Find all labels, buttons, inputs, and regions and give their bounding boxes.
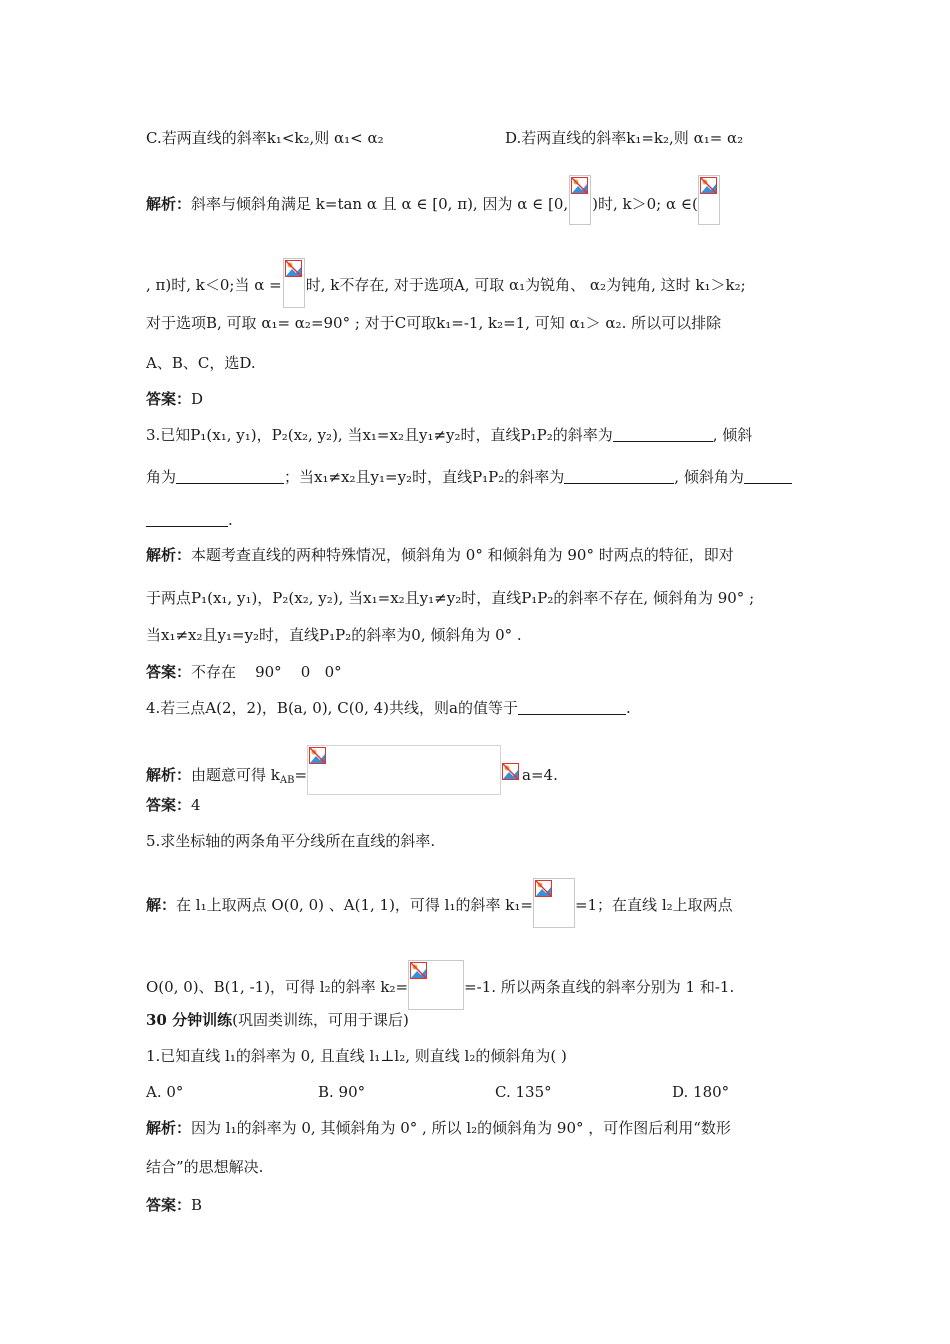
answer-blank[interactable] [744, 469, 792, 484]
s1-option-c: C. 135° [495, 1083, 552, 1101]
slope-subscript: AB [279, 775, 295, 786]
q5-jie-text: =-1. 所以两条直线的斜率分别为 1 和-1. [464, 978, 735, 996]
s1-answer [146, 1195, 202, 1215]
q4-stem [146, 698, 631, 718]
broken-image-icon [571, 177, 588, 194]
q3-answer [146, 662, 342, 682]
broken-image-icon [535, 880, 552, 897]
q2-jiexi-line-1 [146, 175, 720, 225]
answer-blank[interactable] [146, 512, 228, 527]
q4-jiexi-text: 由题意可得 k [191, 766, 280, 784]
q3-stem-line-1 [146, 425, 752, 445]
broken-image-icon [502, 763, 519, 780]
q2-jiexi-text: )时, k＞0; α ∈( [592, 195, 698, 213]
jiexi-label: 解析： [146, 1119, 192, 1137]
q5-jie-text: O(0, 0)、B(1, -1)，可得 l₂的斜率 k₂= [146, 978, 409, 996]
broken-image-icon [410, 962, 427, 979]
answer-value: D [191, 390, 204, 408]
jiexi-label: 解析： [146, 766, 192, 784]
q2-jiexi-text: , π)时, k＜0;当 α = [146, 276, 282, 294]
q3-jiexi-line-1 [146, 545, 734, 565]
answer-label: 答案： [146, 663, 192, 681]
answer-value: 不存在 90° 0 0° [191, 663, 342, 681]
q4-answer [146, 795, 201, 815]
q2-option-d: D.若两直线的斜率k₁=k₂,则 α₁= α₂ [505, 129, 744, 147]
answer-value: B [191, 1196, 203, 1214]
q3-stem-text: ；当x₁≠x₂且y₁=y₂时，直线P₁P₂的斜率为 [284, 468, 565, 486]
q3-jiexi-line-2: 于两点P₁(x₁, y₁)，P₂(x₂, y₂), 当x₁=x₂且y₁≠y₂时，直线P₁P₂的斜率不存在, 倾斜角为 90° ; [146, 589, 755, 607]
q2-jiexi-line-3: 对于选项B, 可取 α₁= α₂=90° ; 对于C可取k₁=-1, k₂=1, 可知 α₁＞ α₂. 所以可以排除 [146, 314, 722, 332]
q4-jiexi-text: = [294, 766, 308, 784]
q3-stem-text: 3.已知P₁(x₁, y₁)，P₂(x₂, y₂), 当x₁=x₂且y₁≠y₂时，直线P₁P₂的斜率为 [146, 426, 613, 444]
section-heading [146, 1010, 409, 1030]
section-title: 30 分钟训练 [146, 1011, 233, 1029]
fraction-image-placeholder [283, 258, 305, 308]
q3-jiexi-line-3: 当x₁≠x₂且y₁=y₂时，直线P₁P₂的斜率为0, 倾斜角为 0° . [146, 626, 522, 644]
s1-jiexi-line-1 [146, 1118, 731, 1138]
fraction-image-placeholder [569, 175, 591, 225]
q5-stem: 5.求坐标轴的两条角平分线所在直线的斜率. [146, 832, 436, 850]
s1-stem: 1.已知直线 l₁的斜率为 0, 且直线 l₁⊥l₂, 则直线 l₂的倾斜角为( ) [146, 1047, 567, 1065]
s1-jiexi-text: 因为 l₁的斜率为 0, 其倾斜角为 0° , 所以 l₂的倾斜角为 90° ，可作图后利用“数形 [191, 1119, 731, 1137]
q5-jie-line-1 [146, 878, 733, 928]
jiexi-label: 解析： [146, 195, 192, 213]
q5-jie-text: 在 l₁上取两点 O(0, 0) 、A(1, 1)，可得 l₁的斜率 k₁= [176, 896, 533, 914]
broken-image-icon [700, 177, 717, 194]
s1-option-d: D. 180° [672, 1083, 730, 1101]
jiexi-label: 解析： [146, 546, 192, 564]
q4-stem-text: 4.若三点A(2，2)，B(a, 0), C(0, 4)共线，则a的值等于 [146, 699, 518, 717]
answer-label: 答案： [146, 796, 192, 814]
jie-label: 解： [146, 896, 177, 914]
formula-image-placeholder [307, 745, 501, 795]
q5-jie-line-2 [146, 960, 734, 1010]
answer-blank[interactable] [613, 427, 713, 442]
answer-blank[interactable] [518, 700, 626, 715]
q4-stem-text: . [625, 699, 631, 717]
s1-option-b: B. 90° [318, 1083, 366, 1101]
q3-stem-text: , 倾斜角为 [674, 468, 744, 486]
q2-jiexi-text: 斜率与倾斜角满足 k=tan α 且 α ∈ [0, π), 因为 α ∈ [0, [191, 195, 569, 213]
answer-label: 答案： [146, 390, 192, 408]
s1-option-a: A. 0° [146, 1083, 184, 1101]
answer-blank[interactable] [564, 469, 674, 484]
answer-label: 答案： [146, 1196, 192, 1214]
fraction-image-placeholder [698, 175, 720, 225]
answer-blank[interactable] [176, 469, 284, 484]
q3-stem-line-2 [146, 467, 792, 487]
q3-stem-text: , 倾斜 [712, 426, 753, 444]
q4-jiexi-text: a=4. [522, 766, 558, 784]
q2-jiexi-text: 时, k不存在, 对于选项A, 可取 α₁为锐角、 α₂为钝角, 这时 k₁＞k₂; [305, 276, 746, 294]
q5-jie-text: =1；在直线 l₂上取两点 [574, 896, 733, 914]
fraction-image-placeholder [408, 960, 464, 1010]
section-subtitle: (巩固类训练，可用于课后) [232, 1011, 409, 1029]
broken-image-icon [309, 747, 326, 764]
broken-image-icon [285, 260, 302, 277]
q2-answer [146, 389, 203, 409]
formula-image-placeholder [502, 763, 522, 783]
q3-stem-text: 角为 [146, 468, 177, 486]
q3-stem-line-3 [146, 510, 233, 530]
q2-jiexi-line-4: A、B、C，选D. [146, 354, 256, 372]
q2-option-c: C.若两直线的斜率k₁<k₂,则 α₁< α₂ [146, 129, 384, 147]
answer-value: 4 [191, 796, 201, 814]
s1-jiexi-line-2: 结合”的思想解决. [146, 1158, 264, 1176]
q3-stem-text: . [228, 511, 233, 529]
q3-jiexi-text: 本题考查直线的两种特殊情况，倾斜角为 0° 和倾斜角为 90° 时两点的特征，即对 [191, 546, 734, 564]
fraction-image-placeholder [533, 878, 575, 928]
q2-jiexi-line-2 [146, 258, 746, 308]
q4-jiexi [146, 745, 558, 795]
